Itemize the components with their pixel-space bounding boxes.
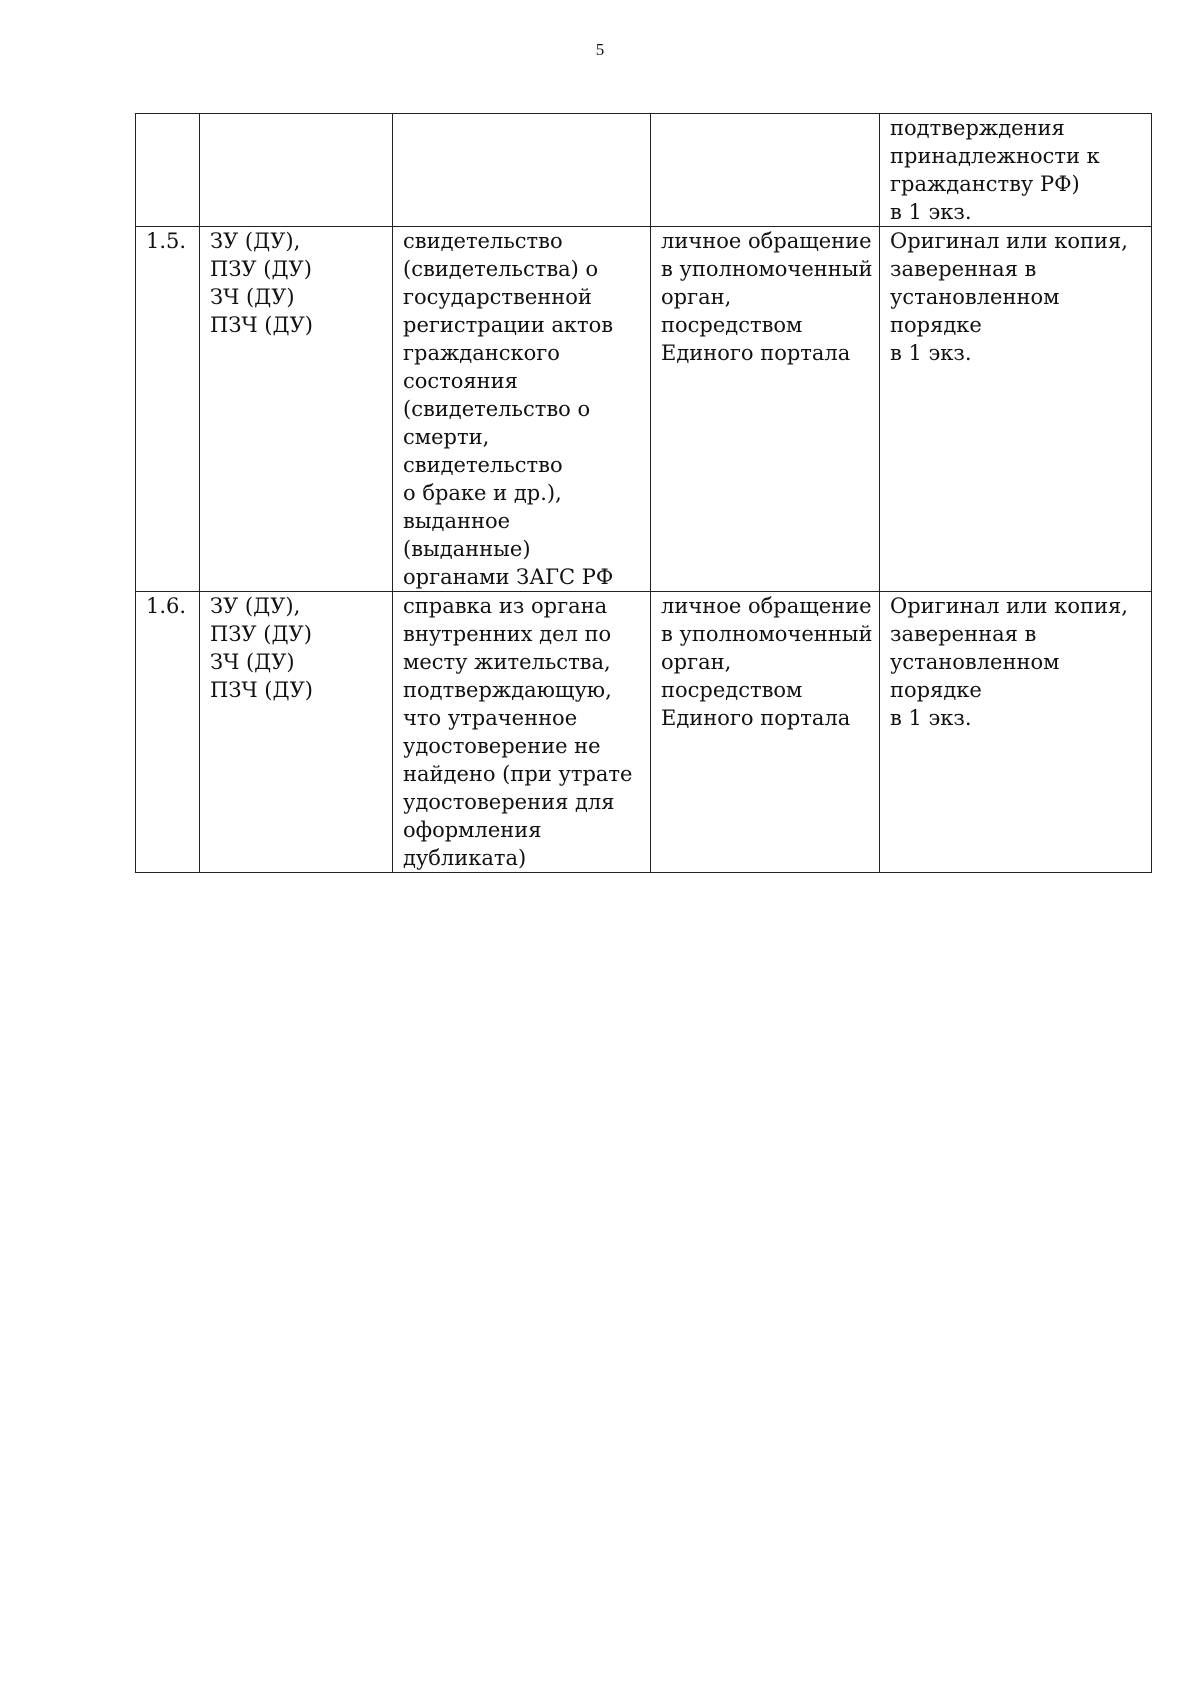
submission-method-cell <box>651 114 880 227</box>
submission-method-cell: личное обращение в уполномоченный орган, посредством Единого портала <box>651 227 880 592</box>
requirements-table <box>135 113 1152 873</box>
document-form-cell: Оригинал или копия, заверенная в установленном порядке в 1 экз. <box>880 227 1152 592</box>
table-row <box>136 227 1152 592</box>
applicant-cell <box>200 114 393 227</box>
document-form-cell: подтверждения принадлежности к гражданству РФ) в 1 экз. <box>880 114 1152 227</box>
row-number-cell <box>136 114 200 227</box>
document-form-cell: Оригинал или копия, заверенная в установленном порядке в 1 экз. <box>880 592 1152 873</box>
row-number-cell: 1.5. <box>136 227 200 592</box>
submission-method-cell: личное обращение в уполномоченный орган, посредством Единого портала <box>651 592 880 873</box>
row-number-cell: 1.6. <box>136 592 200 873</box>
table-row <box>136 114 1152 227</box>
applicant-cell: ЗУ (ДУ), ПЗУ (ДУ) ЗЧ (ДУ) ПЗЧ (ДУ) <box>200 592 393 873</box>
document-cell: свидетельство (свидетельства) о государственной регистрации актов гражданского состояния (свидетельство о смерти, свидетельство о браке и др.), выданное (выданные) органами ЗАГС РФ <box>393 227 651 592</box>
table-row <box>136 592 1152 873</box>
page-number: 5 <box>595 40 605 59</box>
document-cell <box>393 114 651 227</box>
document-cell: справка из органа внутренних дел по месту жительства, подтверждающую, что утраченное удостоверение не найдено (при утрате удостоверения для оформления дубликата) <box>393 592 651 873</box>
applicant-cell: ЗУ (ДУ), ПЗУ (ДУ) ЗЧ (ДУ) ПЗЧ (ДУ) <box>200 227 393 592</box>
